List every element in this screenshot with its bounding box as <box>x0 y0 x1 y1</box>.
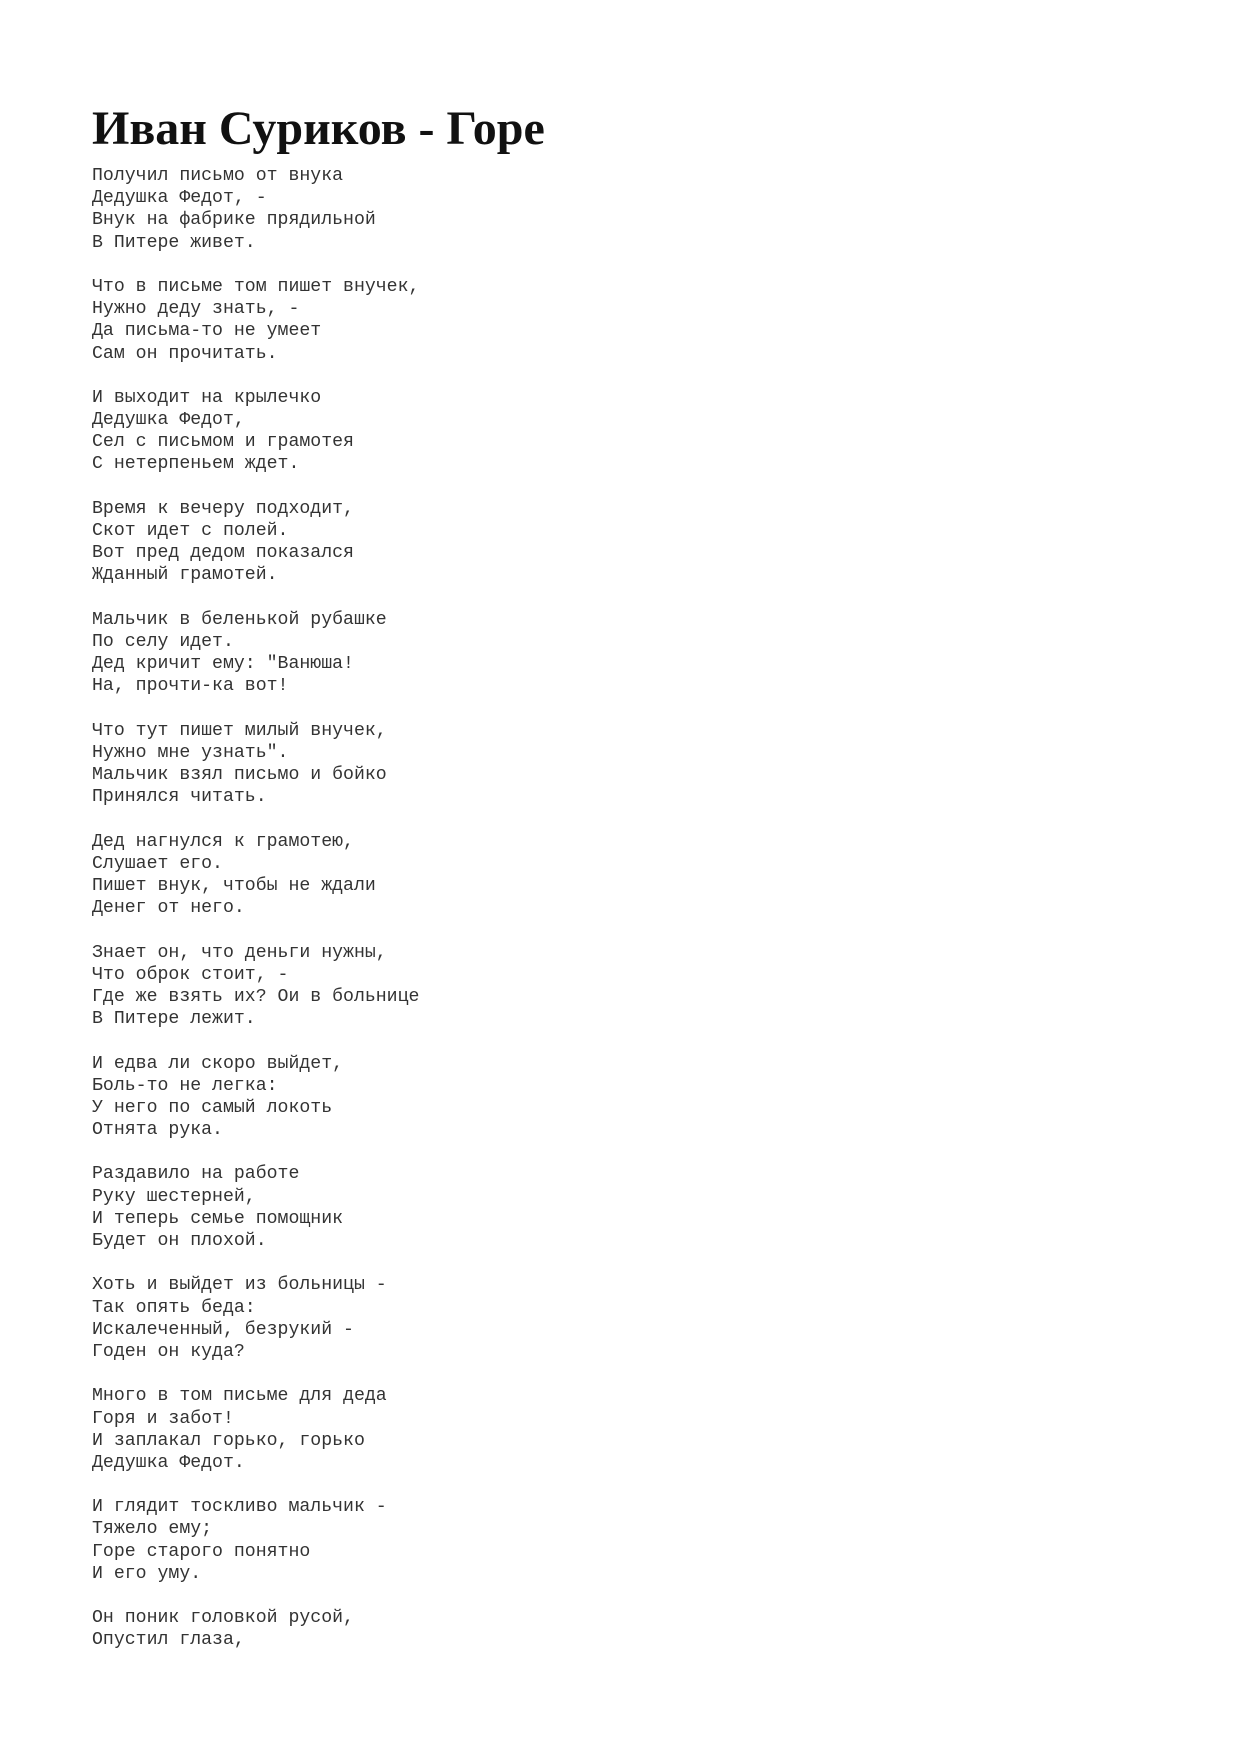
poem-line: Так опять беда: <box>92 1297 256 1318</box>
poem-line: Руку шестерней, <box>92 1186 256 1207</box>
stanza <box>92 1385 1152 1474</box>
poem-line: Годен он куда? <box>92 1341 245 1362</box>
poem-line: Слушает его. <box>92 853 223 874</box>
stanza <box>92 276 1152 365</box>
stanza <box>92 942 1152 1031</box>
poem-line: Опустил глаза, <box>92 1630 245 1651</box>
document-page <box>92 96 1152 1674</box>
document-title: Иван Суриков - Горе <box>92 102 545 155</box>
poem-line: По селу идет. <box>92 631 234 652</box>
poem-body <box>92 165 1152 1652</box>
stanza <box>92 831 1152 920</box>
poem-line: Да письма-то не умеет <box>92 321 322 342</box>
poem-line: Дед нагнулся к грамотею, <box>92 831 354 852</box>
stanza <box>92 387 1152 476</box>
poem-line: Что в письме том пишет внучек, <box>92 276 420 297</box>
poem-line: Дедушка Федот, <box>92 410 245 431</box>
poem-line: И глядит тоскливо мальчик - <box>92 1497 387 1518</box>
poem-line: Сам он прочитать. <box>92 343 278 364</box>
poem-line: У него по самый локоть <box>92 1097 333 1118</box>
poem-line: И его уму. <box>92 1563 202 1584</box>
poem-line: Дед кричит ему: "Ванюша! <box>92 654 354 675</box>
poem-line: Будет он плохой. <box>92 1231 267 1251</box>
poem-line: И заплакал горько, горько <box>92 1430 365 1451</box>
stanza <box>92 1053 1152 1142</box>
poem-line: Хоть и выйдет из больницы - <box>92 1275 387 1296</box>
poem-line: Пишет внук, чтобы не ждали <box>92 876 376 896</box>
poem-line: Горе старого понятно <box>92 1541 311 1562</box>
poem-line: В Питере живет. <box>92 232 256 253</box>
poem-line: Мальчик взял письмо и бойко <box>92 765 387 786</box>
poem-line: Что тут пишет милый внучек, <box>92 720 387 741</box>
poem-line: Внук на фабрике прядильной <box>92 210 376 231</box>
poem-line: Дедушка Федот, - <box>92 188 267 209</box>
poem-line: Боль-то не легка: <box>92 1075 278 1096</box>
poem-line: Нужно мне узнать". <box>92 742 289 763</box>
poem-line: Раздавило на работе <box>92 1164 300 1185</box>
stanza <box>92 1163 1152 1252</box>
poem-line: Скот идет с полей. <box>92 521 289 541</box>
poem-line: И теперь семье помощник <box>92 1208 344 1229</box>
poem-line: На, прочти-ка вот! <box>92 676 289 697</box>
poem-line: Получил письмо от внука <box>92 166 344 186</box>
stanza <box>92 1274 1152 1363</box>
poem-line: Вот пред дедом показался <box>92 543 354 564</box>
poem-line: Искалеченный, безрукий - <box>92 1319 354 1340</box>
poem-line: Тяжело ему; <box>92 1519 213 1540</box>
stanza <box>92 165 1152 254</box>
poem-line: Жданный грамотей. <box>92 565 278 586</box>
poem-line: Сел с письмом и грамотея <box>92 432 354 453</box>
stanza <box>92 720 1152 809</box>
poem-line: Время к вечеру подходит, <box>92 498 354 519</box>
poem-line: И едва ли скоро выйдет, <box>92 1053 344 1074</box>
poem-line: Нужно деду знать, - <box>92 299 300 320</box>
poem-line: Денег от него. <box>92 898 245 919</box>
poem-line: С нетерпеньем ждет. <box>92 454 300 475</box>
poem-line: Он поник головкой русой, <box>92 1608 354 1629</box>
stanza <box>92 498 1152 587</box>
poem-line: Дедушка Федот. <box>92 1452 245 1473</box>
stanza <box>92 609 1152 698</box>
stanza <box>92 1607 1152 1651</box>
poem-line: Где же взять их? Ои в больнице <box>92 986 420 1007</box>
poem-line: Мальчик в беленькой рубашке <box>92 609 387 630</box>
stanza <box>92 1496 1152 1585</box>
poem-line: В Питере лежит. <box>92 1009 256 1030</box>
poem-line: Знает он, что деньги нужны, <box>92 942 387 963</box>
poem-line: Что оброк стоит, - <box>92 964 289 985</box>
poem-line: И выходит на крылечко <box>92 387 322 408</box>
poem-line: Отнята рука. <box>92 1120 223 1141</box>
poem-line: Много в том письме для деда <box>92 1386 387 1407</box>
poem-line: Горя и забот! <box>92 1408 234 1429</box>
poem-line: Принялся читать. <box>92 787 267 808</box>
